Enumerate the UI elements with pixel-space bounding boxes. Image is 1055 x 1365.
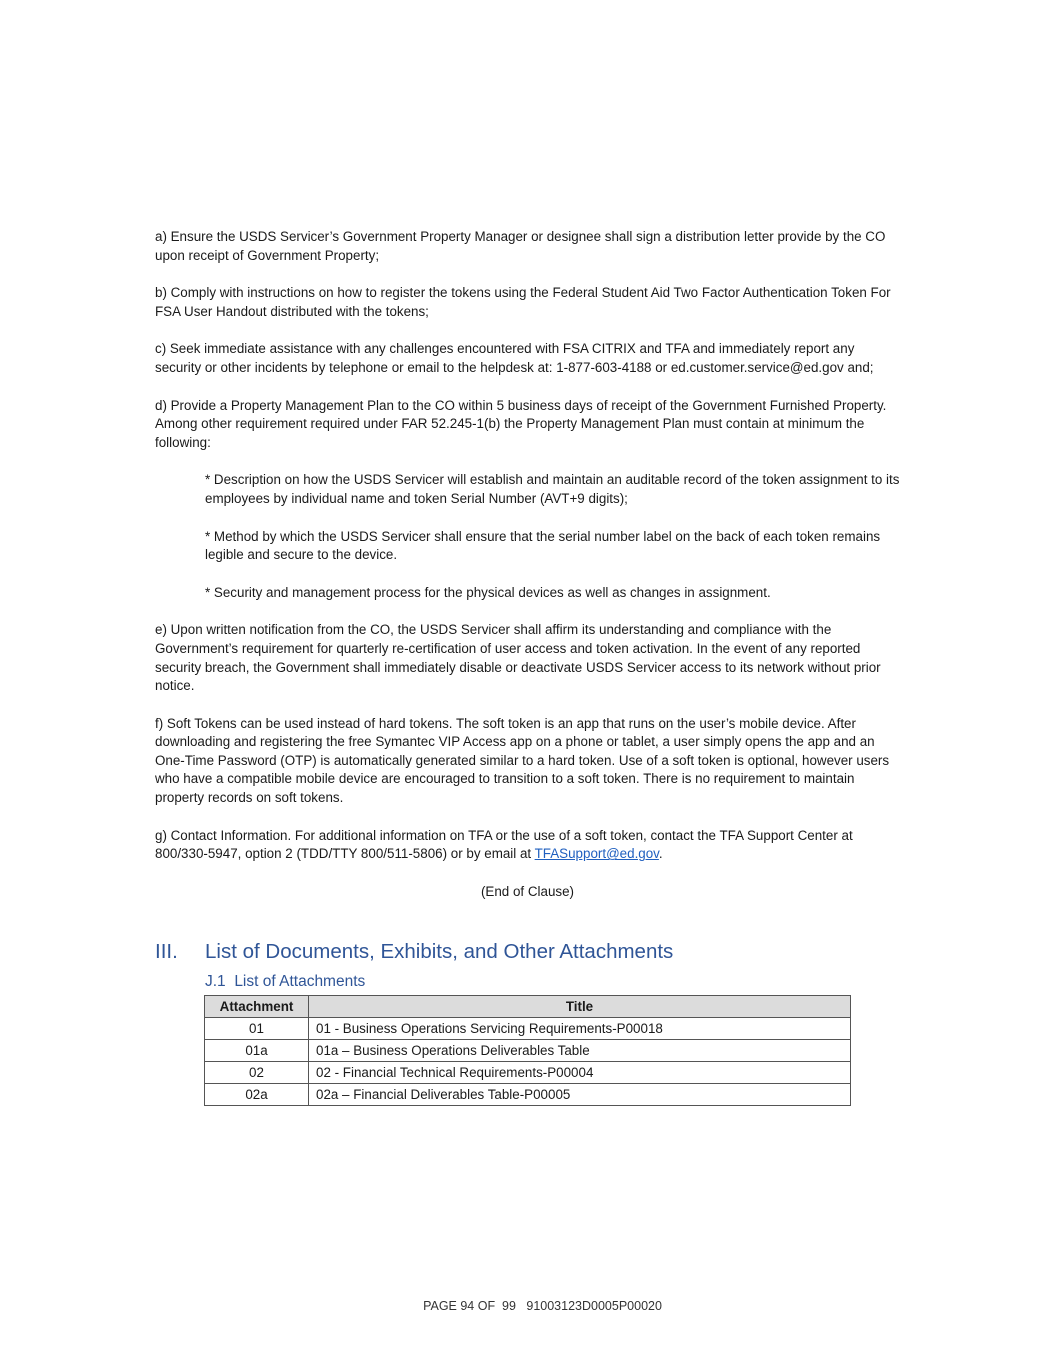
paragraph-g-end: . — [658, 846, 663, 862]
paragraph-g — [155, 827, 900, 864]
attachment-cell: 01 — [205, 1018, 309, 1040]
subsection-number: J.1 — [205, 973, 226, 990]
section-title: List of Documents, Exhibits, and Other Attachments — [205, 940, 674, 963]
paragraph-g-text: g) Contact Information. For additional information on TFA or the use of a soft token, contact the TFA Support Center at 800/330-5947, option 2 (TDD/TTY 800/511-5806) or by email at — [155, 827, 853, 862]
column-header-attachment: Attachment — [205, 996, 309, 1018]
end-of-clause: (End of Clause) — [480, 883, 575, 899]
attachments-table — [204, 995, 851, 1106]
subsection-title: List of Attachments — [234, 973, 366, 990]
attachment-cell: 01a — [205, 1040, 309, 1062]
paragraph-c: c) Seek immediate assistance with any challenges encountered with FSA CITRIX and TFA and immediately report any security or other incidents by telephone or email to the helpdesk at: 1-877-603-4188 or ed.customer.service@ed.gov and; — [155, 341, 874, 375]
table-row — [205, 1084, 851, 1106]
title-cell: 01 - Business Operations Servicing Requirements-P00018 — [309, 1018, 851, 1040]
paragraph-a: a) Ensure the USDS Servicer’s Government Property Manager or designee shall sign a distribution letter provide by the CO upon receipt of Government Property; — [155, 229, 886, 263]
subsection-heading — [205, 973, 365, 991]
document-id: 91003123D0005P00020 — [526, 1299, 662, 1313]
table-header-row — [205, 996, 851, 1018]
section-heading — [155, 940, 673, 964]
column-header-title: Title — [309, 996, 851, 1018]
attachment-cell: 02 — [205, 1062, 309, 1084]
title-cell: 01a – Business Operations Deliverables Table — [309, 1040, 851, 1062]
title-cell: 02 - Financial Technical Requirements-P00004 — [309, 1062, 851, 1084]
section-number: III. — [155, 940, 178, 963]
attachment-cell: 02a — [205, 1084, 309, 1106]
paragraph-b: b) Comply with instructions on how to register the tokens using the Federal Student Aid Two Factor Authentication Token For FSA User Handout distributed with the tokens; — [155, 285, 891, 319]
document-body — [155, 228, 900, 920]
page-footer — [0, 1299, 1055, 1313]
list-item: * Security and management process for the physical devices as well as changes in assignment. — [205, 584, 771, 600]
paragraph-f: f) Soft Tokens can be used instead of hard tokens. The soft token is an app that runs on the user’s mobile device. After downloading and registering the free Symantec VIP Access app on a phone or tablet, a user simply opens the app and an One-Time Password (OTP) is automatically generated similar to a hard token. Use of a soft token is optional, however users who have a compatible mobile device are encouraged to transition to a soft token. There is no requirement to maintain property records on soft tokens. — [155, 715, 890, 806]
table-row — [205, 1040, 851, 1062]
list-item: * Description on how the USDS Servicer will establish and maintain an auditable record of the token assignment to its employees by individual name and token Serial Number (AVT+9 digits); — [205, 472, 900, 506]
tfa-support-email-link[interactable]: TFASupport@ed.gov — [534, 846, 659, 862]
paragraph-d: d) Provide a Property Management Plan to the CO within 5 business days of receipt of the Government Furnished Property. Among other requirement required under FAR 52.245-1(b) the Property Management Plan must contain at minimum the following: — [155, 397, 887, 450]
paragraph-e: e) Upon written notification from the CO, the USDS Servicer shall affirm its understanding and compliance with the Government’s requirement for quarterly re-certification of user access and token activation. In the event of any reported security breach, the Government shall immediately disable or deactivate USDS Servicer access to its network without prior notice. — [155, 622, 881, 694]
table-row — [205, 1018, 851, 1040]
page-label: PAGE 94 OF — [423, 1299, 496, 1313]
title-cell: 02a – Financial Deliverables Table-P00005 — [309, 1084, 851, 1106]
total-pages: 99 — [502, 1299, 516, 1313]
list-item: * Method by which the USDS Servicer shall ensure that the serial number label on the back of each token remains legible and secure to the device. — [205, 528, 881, 563]
table-row — [205, 1062, 851, 1084]
